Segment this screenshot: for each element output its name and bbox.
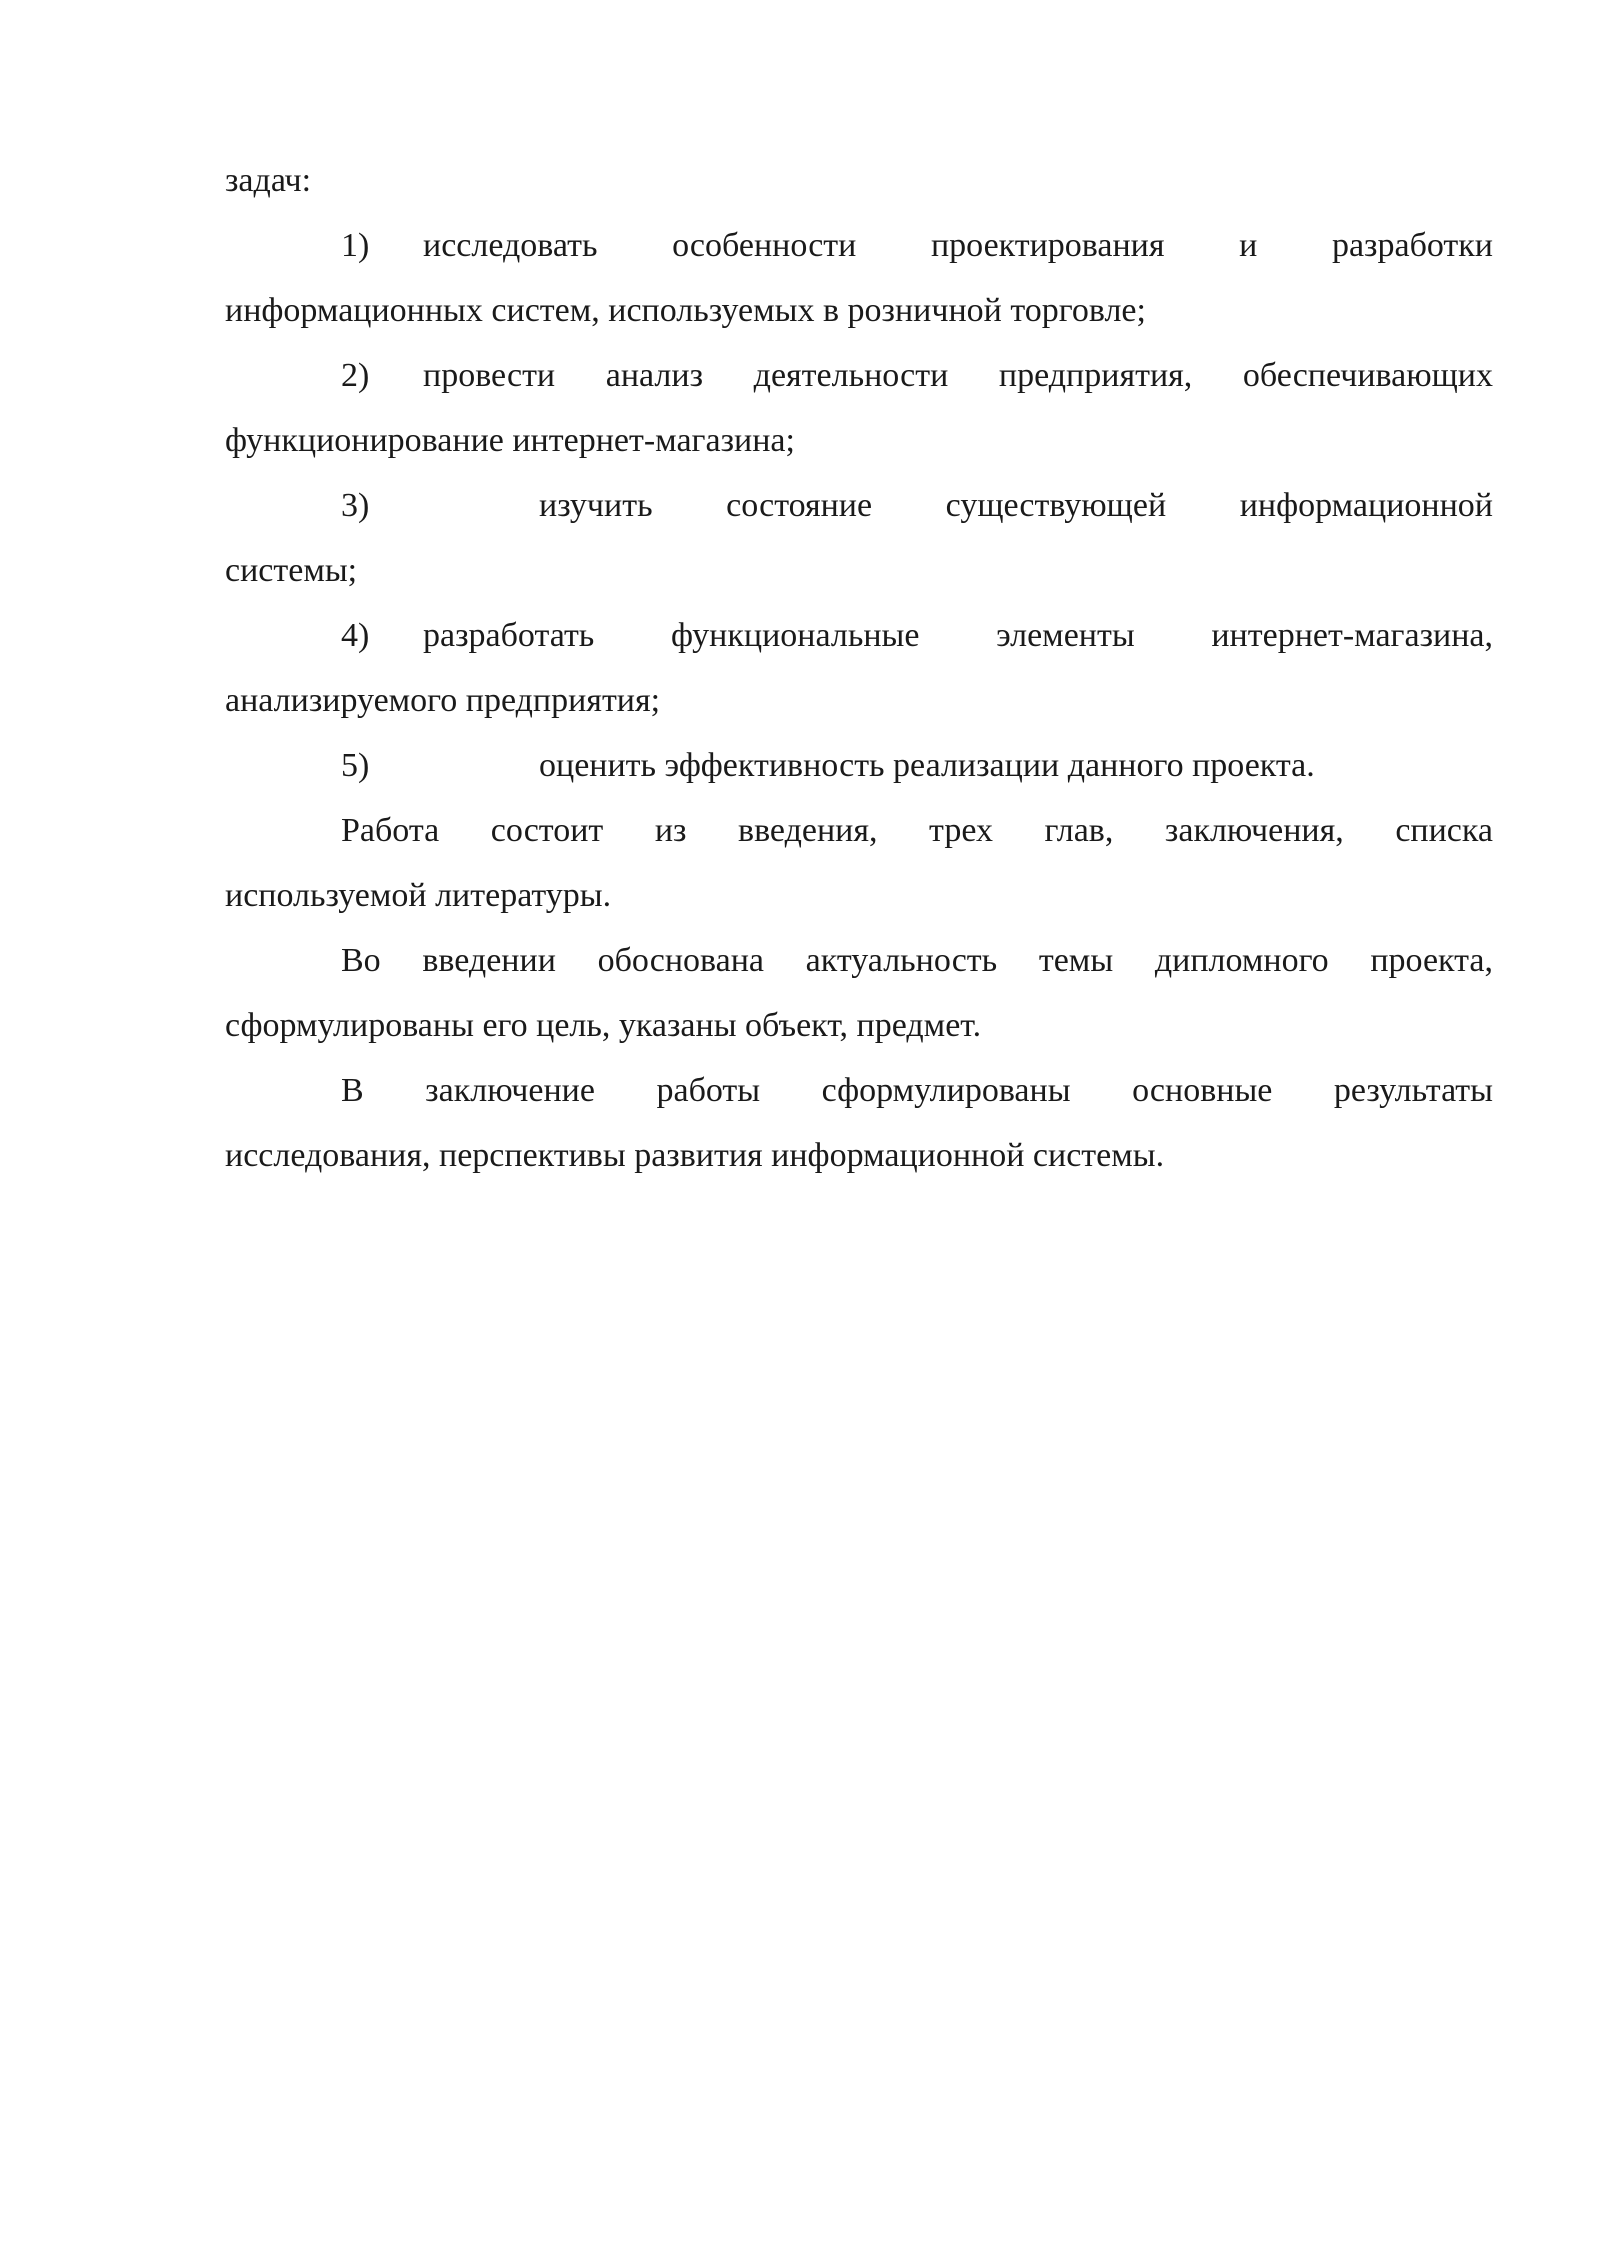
paragraph-line: сформулированы его цель, указаны объект, предмет.: [225, 1007, 982, 1044]
list-number: 1): [341, 227, 370, 264]
paragraph-line: функционирование интернет-магазина;: [225, 422, 795, 459]
list-number: 5): [341, 747, 370, 784]
list-item-5: [225, 733, 1493, 798]
paragraph-line: анализируемого предприятия;: [225, 682, 661, 719]
paragraph-line: информационных систем, используемых в розничной торговле;: [225, 292, 1146, 329]
list-number: 4): [341, 617, 370, 654]
paragraph-line: системы;: [225, 552, 358, 589]
list-item-text: исследовать особенности проектирования и разработки: [423, 227, 1493, 264]
list-number: 3): [341, 487, 370, 524]
paragraph-line: задач:: [225, 162, 312, 199]
list-number: 2): [341, 357, 370, 394]
document-page: [225, 148, 1493, 1188]
paragraph-line: Работа состоит из введения, трех глав, заключения, списка: [341, 812, 1493, 849]
paragraph-line: Во введении обоснована актуальность темы дипломного проекта,: [341, 942, 1493, 979]
list-item-text: провести анализ деятельности предприятия, обеспечивающих: [423, 357, 1493, 394]
list-item-4: [225, 603, 1493, 668]
list-item-1: [225, 213, 1493, 278]
list-item-text: разработать функциональные элементы интернет-магазина,: [423, 617, 1493, 654]
list-item-text: оценить эффективность реализации данного проекта.: [539, 747, 1315, 784]
paragraph-line: используемой литературы.: [225, 877, 612, 914]
paragraph-line: В заключение работы сформулированы основные результаты: [341, 1072, 1493, 1109]
list-item-text: изучить состояние существующей информационной: [539, 487, 1493, 524]
paragraph-line: исследования, перспективы развития информационной системы.: [225, 1137, 1165, 1174]
list-item-3: [225, 473, 1493, 538]
list-item-2: [225, 343, 1493, 408]
